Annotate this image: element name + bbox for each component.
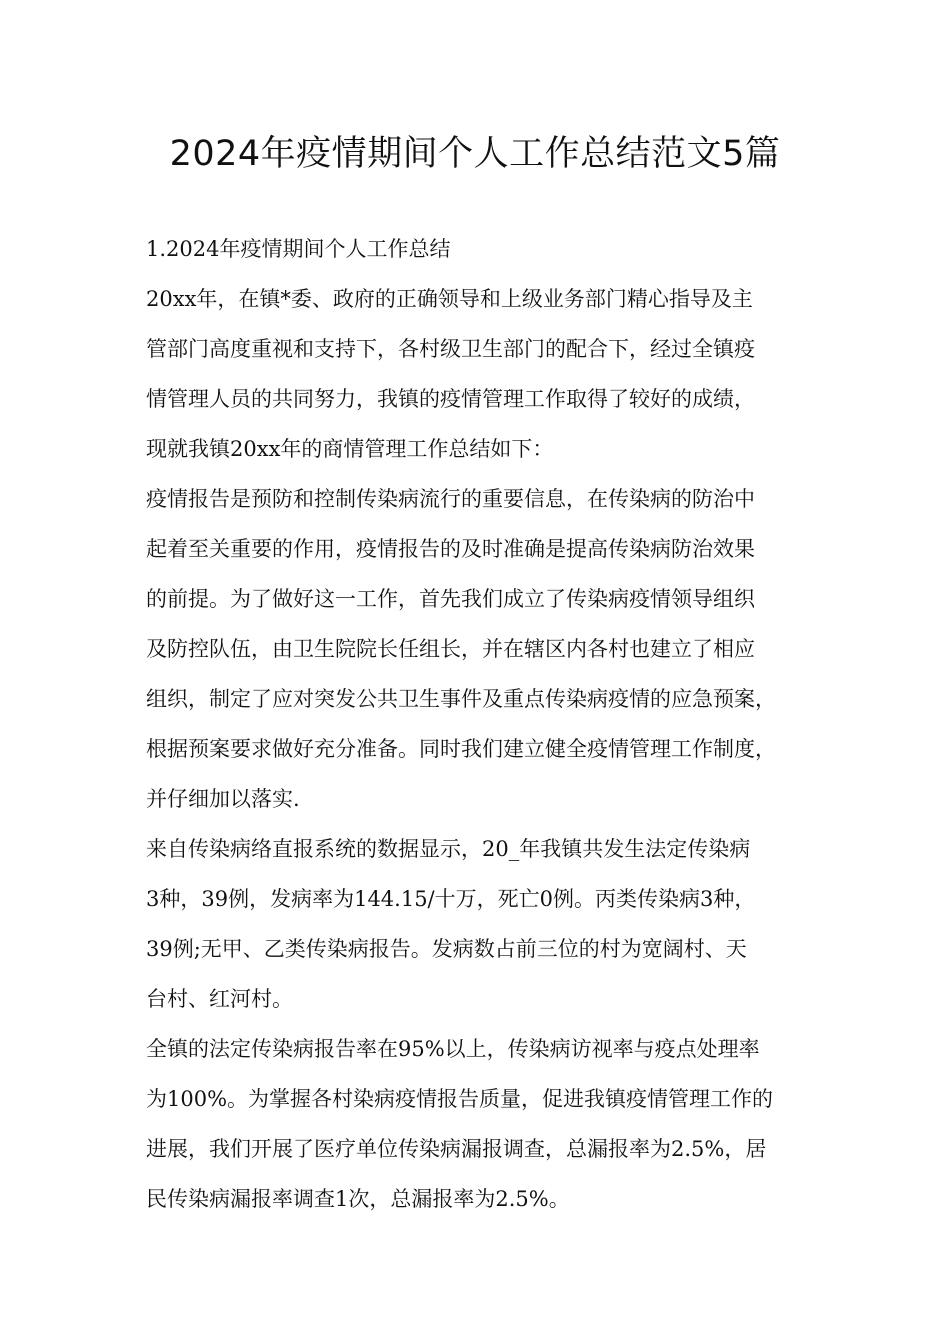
paragraph-line: 起着至关重要的作用，疫情报告的及时准确是提高传染病防治效果 xyxy=(146,537,755,561)
paragraph-line: 全镇的法定传染病报告率在95%以上，传染病访视率与疫点处理率 xyxy=(146,1037,760,1061)
paragraph-line: 疫情报告是预防和控制传染病流行的重要信息，在传染病的防治中 xyxy=(146,487,755,511)
document-title: 2024年疫情期间个人工作总结范文5篇 xyxy=(169,134,781,174)
paragraph-line: 20xx年，在镇*委、政府的正确领导和上级业务部门精心指导及主 xyxy=(146,287,753,311)
paragraph-line: 民传染病漏报率调查1次，总漏报率为2.5%。 xyxy=(146,1187,570,1211)
paragraph-line: 进展，我们开展了医疗单位传染病漏报调查，总漏报率为2.5%，居 xyxy=(146,1137,767,1161)
paragraph-line: 情管理人员的共同努力，我镇的疫情管理工作取得了较好的成绩， xyxy=(146,387,755,411)
document-body xyxy=(146,224,830,1224)
section-heading: 1.2024年疫情期间个人工作总结 xyxy=(146,237,451,261)
paragraph-line: 3种，39例，发病率为144.15/十万，死亡0例。丙类传染病3种， xyxy=(146,887,756,911)
paragraph-line: 及防控队伍，由卫生院院长任组长，并在辖区内各村也建立了相应 xyxy=(146,637,755,661)
paragraph-line: 为100%。为掌握各村染病疫情报告质量，促进我镇疫情管理工作的 xyxy=(146,1087,774,1111)
paragraph-line: 台村、红河村。 xyxy=(146,987,293,1011)
paragraph-line: 39例;无甲、乙类传染病报告。发病数占前三位的村为宽阔村、天 xyxy=(146,937,747,961)
paragraph-line: 的前提。为了做好这一工作，首先我们成立了传染病疫情领导组织 xyxy=(146,587,755,611)
paragraph-line: 并仔细加以落实. xyxy=(146,787,300,811)
paragraph-line: 管部门高度重视和支持下，各村级卫生部门的配合下，经过全镇疫 xyxy=(146,337,755,361)
paragraph-line: 组织，制定了应对突发公共卫生事件及重点传染病疫情的应急预案， xyxy=(146,687,776,711)
paragraph-line: 根据预案要求做好充分准备。同时我们建立健全疫情管理工作制度， xyxy=(146,737,776,761)
paragraph-line: 现就我镇20xx年的商情管理工作总结如下： xyxy=(146,437,554,461)
paragraph-line: 来自传染病络直报系统的数据显示，20_年我镇共发生法定传染病 xyxy=(146,837,751,861)
